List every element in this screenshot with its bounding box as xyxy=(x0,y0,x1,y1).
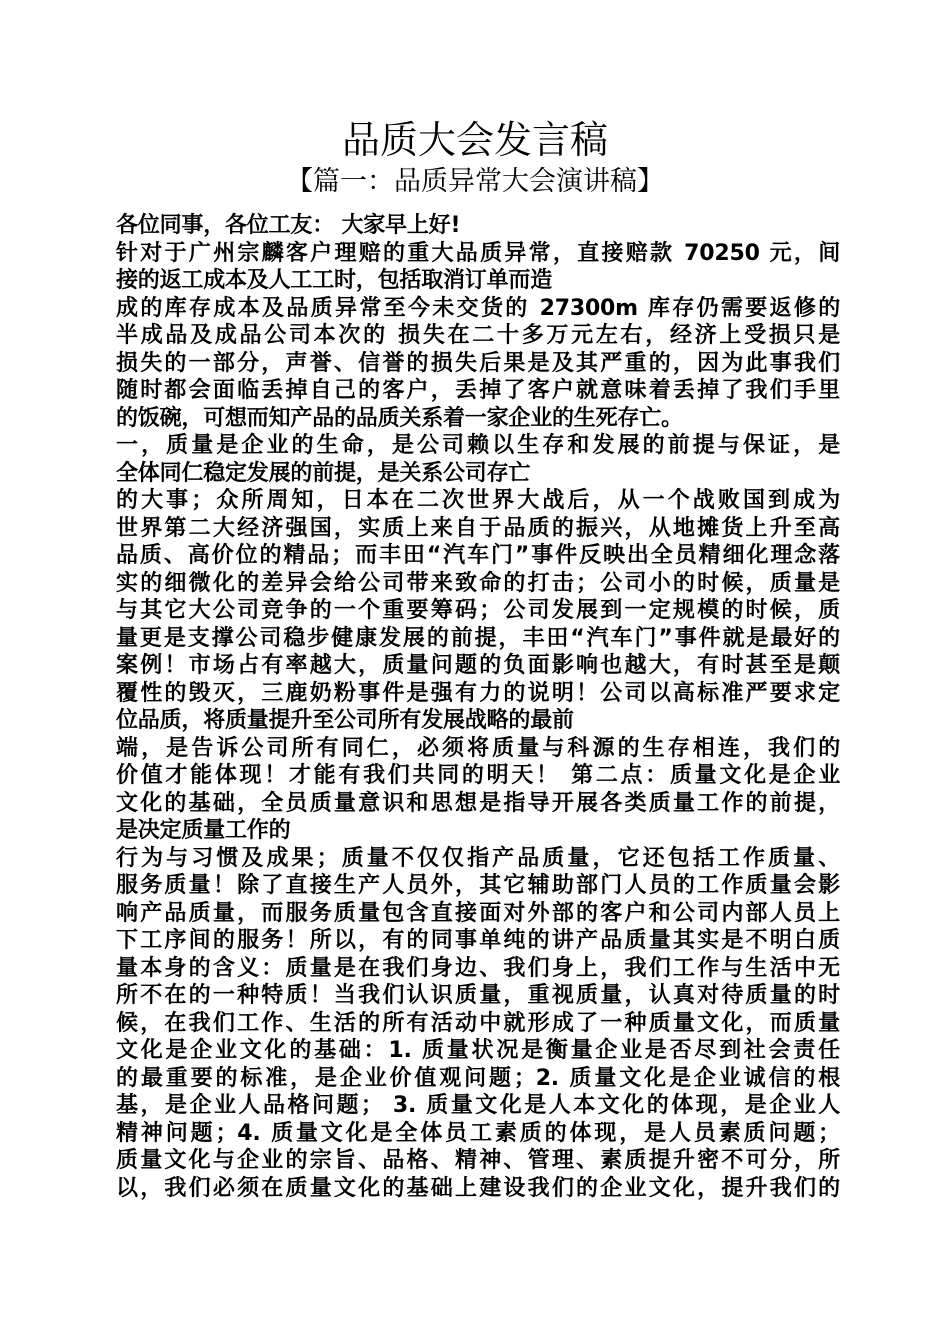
body-line: 以，我们必须在质量文化的基础上建设我们的企业文化，提升我们的 xyxy=(116,1175,840,1201)
document-title: 品质大会发言稿 xyxy=(341,118,608,162)
body-line: 的最重要的标准，是企业价值观问题；2. 质量文化是企业诚信的根 xyxy=(116,1065,840,1091)
body-line: 下工序间的服务！所以，有的同事单纯的讲产品质量其实是不明白质 xyxy=(116,928,840,953)
body-line: 基，是企业人品格问题； 3. 质量文化是人本文化的体现，是企业人 xyxy=(116,1093,840,1118)
body-line: 的饭碗，可想而知产品的品质关系着一家企业的生死存亡。 xyxy=(116,405,683,431)
body-line: 与其它大公司竞争的一个重要筹码；公司发展到一定规模的时候，质 xyxy=(116,598,840,623)
body-line: 成的库存成本及品质异常至今未交货的 27300m 库存仍需要返修的 xyxy=(116,295,840,321)
body-line: 针对于广州宗麟客户理赔的重大品质异常，直接赔款 70250 元，间 xyxy=(116,240,840,266)
body-line: 是决定质量工作的 xyxy=(116,818,291,843)
body-line: 一，质量是企业的生命，是公司赖以生存和发展的前提与保证，是 xyxy=(116,433,840,458)
body-line: 价值才能体现！才能有我们共同的明天！ 第二点：质量文化是企业 xyxy=(116,763,840,788)
body-line: 端，是告诉公司所有同仁，必须将质量与科源的生存相连，我们的 xyxy=(116,735,840,761)
document-subtitle: 【篇一：品质异常大会演讲稿】 xyxy=(286,166,664,197)
document-body xyxy=(116,212,840,1202)
body-line: 精神问题；4. 质量文化是全体员工素质的体现，是人员素质问题； xyxy=(116,1120,840,1146)
body-line: 位品质，将质量提升至公司所有发展战略的最前 xyxy=(116,708,574,733)
body-line: 接的返工成本及人工工时，包括取消订单而造 xyxy=(116,268,553,293)
body-line: 品质、高价位的精品；而丰田“汽车门”事件反映出全员精细化理念落 xyxy=(116,543,840,568)
body-line: 的大事；众所周知，日本在二次世界大战后，从一个战败国到成为 xyxy=(116,488,840,513)
body-line: 质量文化与企业的宗旨、品格、精神、管理、素质提升密不可分，所 xyxy=(116,1148,840,1173)
body-line: 随时都会面临丢掉自己的客户，丢掉了客户就意味着丢掉了我们手里 xyxy=(116,378,840,403)
body-line: 服务质量！除了直接生产人员外，其它辅助部门人员的工作质量会影 xyxy=(116,873,840,898)
body-line: 世界第二大经济强国，实质上来自于品质的振兴，从地摊货上升至高 xyxy=(116,515,840,541)
body-line: 文化的基础，全员质量意识和思想是指导开展各类质量工作的前提， xyxy=(116,790,840,816)
body-line: 损失的一部分，声誉、信誉的损失后果是及其严重的，因为此事我们 xyxy=(116,350,840,376)
body-line: 所不在的一种特质！当我们认识质量，重视质量，认真对待质量的时 xyxy=(116,983,840,1008)
body-line: 量更是支撑公司稳步健康发展的前提，丰田“汽车门”事件就是最好的 xyxy=(116,625,840,651)
body-line: 案例！市场占有率越大，质量问题的负面影响也越大，有时甚至是颠 xyxy=(116,653,840,678)
body-line: 各位同事，各位工友： 大家早上好! xyxy=(116,213,461,238)
body-line: 覆性的毁灭，三鹿奶粉事件是强有力的说明！公司以高标准严要求定 xyxy=(116,680,840,706)
body-line: 行为与习惯及成果；质量不仅仅指产品质量，它还包括工作质量、 xyxy=(116,845,840,871)
body-line: 全体同仁稳定发展的前提，是关系公司存亡 xyxy=(116,460,531,486)
body-line: 响产品质量，而服务质量包含直接面对外部的客户和公司内部人员上 xyxy=(116,900,840,926)
body-line: 候，在我们工作、生活的所有活动中就形成了一种质量文化，而质量 xyxy=(116,1010,840,1036)
body-line: 半成品及成品公司本次的 损失在二十多万元左右，经济上受损只是 xyxy=(116,323,840,348)
body-line: 量本身的含义：质量是在我们身边、我们身上，我们工作与生活中无 xyxy=(116,955,840,981)
body-line: 实的细微化的差异会给公司带来致命的打击；公司小的时候，质量是 xyxy=(116,570,840,596)
body-line: 文化是企业文化的基础：1. 质量状况是衡量企业是否尽到社会责任 xyxy=(116,1038,840,1063)
